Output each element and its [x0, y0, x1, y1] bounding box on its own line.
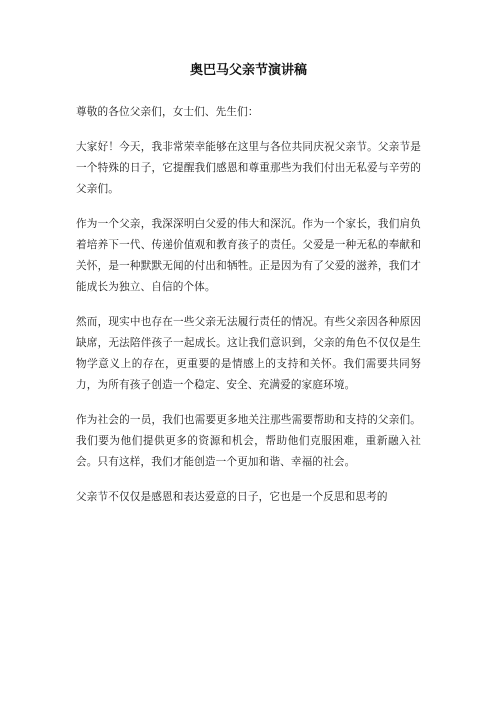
paragraph-1: 大家好！今天，我非常荣幸能够在这里与各位共同庆祝父亲节。父亲节是一个特殊的日子，它提醒我们感恩和尊重那些为我们付出无私爱与辛劳的父亲们。: [76, 141, 421, 195]
paragraph-2: 作为一个父亲，我深深明白父爱的伟大和深沉。作为一个家长，我们肩负着培养下一代、传递价值观和教育孩子的责任。父爱是一种无私的奉献和关怀，是一种默默无闻的付出和牺牲。正是因为有了父爱的滋养，我们才能成长为独立、自信的个体。: [76, 218, 421, 293]
salutation: 尊敬的各位父亲们，女士们、先生们：: [76, 106, 259, 118]
document-page: [76, 62, 421, 508]
paragraph-3: 然而，现实中也存在一些父亲无法履行责任的情况。有些父亲因各种原因缺席，无法陪伴孩子一起成长。这让我们意识到，父亲的角色不仅仅是生物学意义上的存在，更重要的是情感上的支持和关怀。我们需要共同努力，为所有孩子创造一个稳定、安全、充满爱的家庭环境。: [76, 316, 421, 391]
paragraph-5: 父亲节不仅仅是感恩和表达爱意的日子，它也是一个反思和思考的: [76, 491, 388, 503]
document-title: 奥巴马父亲节演讲稿: [189, 63, 307, 78]
paragraph-4: 作为社会的一员，我们也需要更多地关注那些需要帮助和支持的父亲们。我们要为他们提供更多的资源和机会，帮助他们克服困难，重新融入社会。只有这样，我们才能创造一个更加和谐、幸福的社会。: [76, 414, 421, 468]
